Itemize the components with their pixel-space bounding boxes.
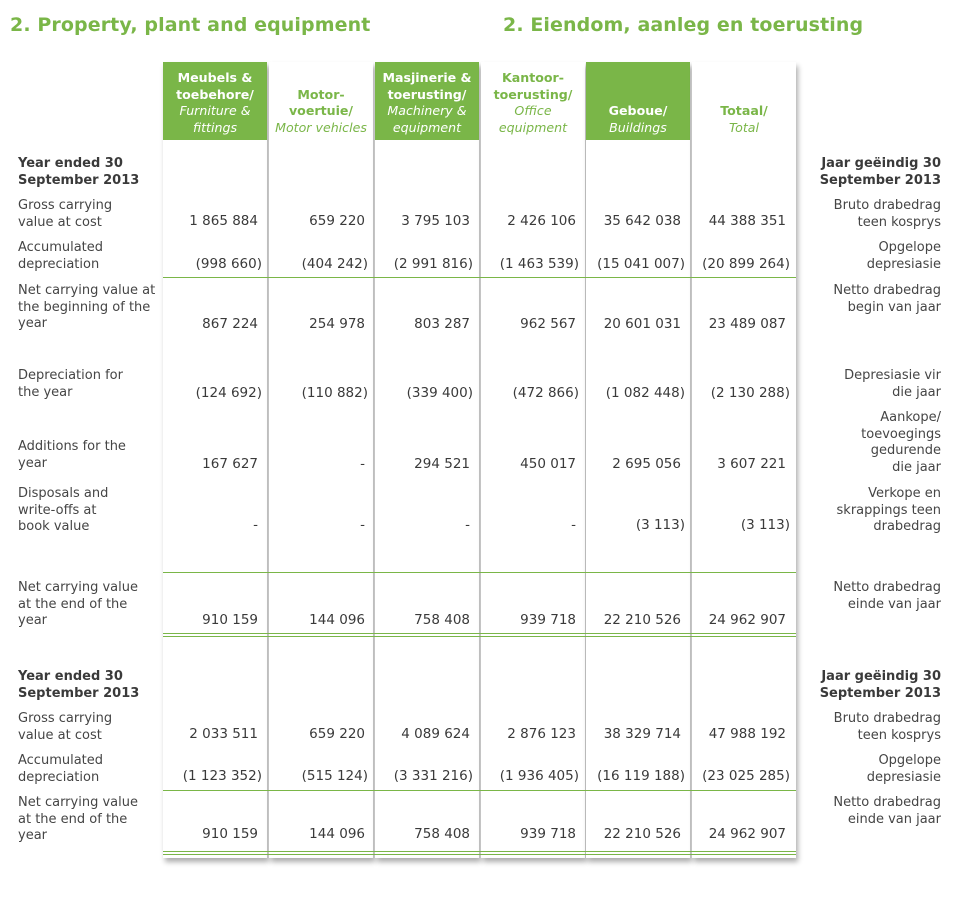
value-cell: 22 210 526: [603, 612, 681, 628]
value-cell: (404 242): [301, 256, 368, 272]
column-header: [375, 62, 479, 140]
double-underline: [163, 636, 796, 637]
value-cell: -: [571, 517, 576, 533]
row-label-af: Verkope en skrappings teen drabedrag: [836, 486, 941, 534]
value-cell: (110 882): [301, 385, 368, 401]
section2-heading-en: Year ended 30 September 2013: [18, 669, 140, 701]
value-cell: -: [465, 517, 470, 533]
value-cell: 4 089 624: [401, 726, 470, 742]
value-cell: 450 017: [520, 456, 576, 472]
column-header-en: Machinery & equipment: [387, 103, 467, 135]
value-cell: 2 695 056: [612, 456, 681, 472]
row-label-af: Depresiasie vir die jaar: [844, 368, 941, 400]
row-label-en: Disposals and write-offs at book value: [18, 486, 109, 534]
value-cell: (515 124): [301, 768, 368, 784]
value-cell: 3 607 221: [717, 456, 786, 472]
title-english: 2. Property, plant and equipment: [10, 14, 371, 36]
column-header: [269, 62, 373, 140]
value-cell: -: [253, 517, 258, 533]
value-cell: (998 660): [195, 256, 262, 272]
row-label-af: Netto drabedrag einde van jaar: [833, 580, 941, 612]
section2-heading-af: Jaar geëindig 30 September 2013: [819, 669, 941, 701]
value-cell: (20 899 264): [702, 256, 790, 272]
column-header-en: Furniture & fittings: [179, 103, 251, 135]
value-cell: 962 567: [520, 316, 576, 332]
value-cell: 659 220: [309, 213, 365, 229]
value-cell: 939 718: [520, 826, 576, 842]
row-label-af: Netto drabedrag begin van jaar: [833, 283, 941, 315]
value-cell: (2 130 288): [710, 385, 790, 401]
value-cell: (3 113): [635, 517, 685, 533]
value-cell: 867 224: [202, 316, 258, 332]
value-cell: (23 025 285): [702, 768, 790, 784]
value-cell: 23 489 087: [708, 316, 786, 332]
value-cell: (15 041 007): [597, 256, 685, 272]
value-cell: -: [360, 517, 365, 533]
value-cell: 254 978: [309, 316, 365, 332]
column-header-af: Kantoor- toerusting/: [493, 70, 573, 102]
value-cell: 294 521: [414, 456, 470, 472]
row-label-en: Gross carrying value at cost: [18, 711, 113, 743]
value-cell: 38 329 714: [603, 726, 681, 742]
value-cell: 2 426 106: [507, 213, 576, 229]
column-header-af: Totaal/: [720, 103, 768, 118]
value-cell: (1 082 448): [605, 385, 685, 401]
row-label-en: Additions for the year: [18, 439, 126, 471]
value-cell: 2 876 123: [507, 726, 576, 742]
column-header: [692, 62, 796, 140]
value-cell: 144 096: [309, 612, 365, 628]
value-cell: (16 119 188): [597, 768, 685, 784]
row-label-en: Net carrying value at the beginning of the year: [18, 283, 156, 331]
row-label-af: Netto drabedrag einde van jaar: [833, 795, 941, 827]
value-cell: 24 962 907: [708, 826, 786, 842]
row-label-en: Net carrying value at the end of the year: [18, 580, 138, 628]
column-header: [586, 62, 690, 140]
value-cell: 758 408: [414, 612, 470, 628]
row-label-en: Accumulated depreciation: [18, 753, 104, 785]
value-cell: (1 463 539): [499, 256, 579, 272]
value-cell: 3 795 103: [401, 213, 470, 229]
value-cell: (2 991 816): [393, 256, 473, 272]
column-header-af: Masjinerie & toerusting/: [382, 70, 472, 102]
column-header-af: Motor- voertuie/: [288, 86, 354, 118]
column-header-en: Motor vehicles: [275, 119, 367, 135]
value-cell: 22 210 526: [603, 826, 681, 842]
column-header: [163, 62, 267, 140]
row-label-en: Net carrying value at the end of the year: [18, 795, 138, 843]
value-cell: (1 123 352): [182, 768, 262, 784]
divider-line: [163, 277, 796, 278]
value-cell: -: [360, 456, 365, 472]
column-header-af: Geboue/: [608, 103, 668, 118]
value-cell: 803 287: [414, 316, 470, 332]
row-label-en: Gross carrying value at cost: [18, 198, 113, 230]
value-cell: 910 159: [202, 826, 258, 842]
divider-line: [163, 790, 796, 791]
row-label-af: Opgelope depresiasie: [866, 240, 941, 272]
value-cell: 659 220: [309, 726, 365, 742]
value-cell: 144 096: [309, 826, 365, 842]
title-afrikaans: 2. Eiendom, aanleg en toerusting: [503, 14, 864, 36]
column-header-af: Meubels & toebehore/: [176, 70, 254, 102]
value-cell: (3 113): [740, 517, 790, 533]
value-cell: 758 408: [414, 826, 470, 842]
row-label-af: Opgelope depresiasie: [866, 753, 941, 785]
value-cell: 1 865 884: [189, 213, 258, 229]
column-header-en: Total: [729, 119, 759, 135]
value-cell: 910 159: [202, 612, 258, 628]
row-label-af: Bruto drabedrag teen kosprys: [833, 711, 941, 743]
value-cell: (124 692): [195, 385, 262, 401]
row-label-en: Depreciation for the year: [18, 368, 123, 400]
value-cell: (3 331 216): [393, 768, 473, 784]
value-cell: 20 601 031: [603, 316, 681, 332]
value-cell: 2 033 511: [189, 726, 258, 742]
value-cell: 44 388 351: [708, 213, 786, 229]
double-underline: [163, 854, 796, 855]
divider-line: [163, 572, 796, 573]
value-cell: (472 866): [512, 385, 579, 401]
column-header-en: Buildings: [609, 119, 667, 135]
value-cell: (339 400): [406, 385, 473, 401]
section1-heading-en: Year ended 30 September 2013: [18, 156, 140, 188]
double-underline: [163, 851, 796, 852]
value-cell: (1 936 405): [499, 768, 579, 784]
value-cell: 167 627: [202, 456, 258, 472]
column-header-en: Office equipment: [498, 103, 568, 135]
value-cell: 24 962 907: [708, 612, 786, 628]
row-label-af: Bruto drabedrag teen kosprys: [833, 198, 941, 230]
section1-heading-af: Jaar geëindig 30 September 2013: [819, 156, 941, 188]
row-label-en: Accumulated depreciation: [18, 240, 104, 272]
value-cell: 47 988 192: [708, 726, 786, 742]
row-label-af: Aankope/ toevoegings gedurende die jaar: [861, 410, 941, 475]
column-header: [481, 62, 585, 140]
value-cell: 939 718: [520, 612, 576, 628]
value-cell: 35 642 038: [603, 213, 681, 229]
double-underline: [163, 633, 796, 634]
